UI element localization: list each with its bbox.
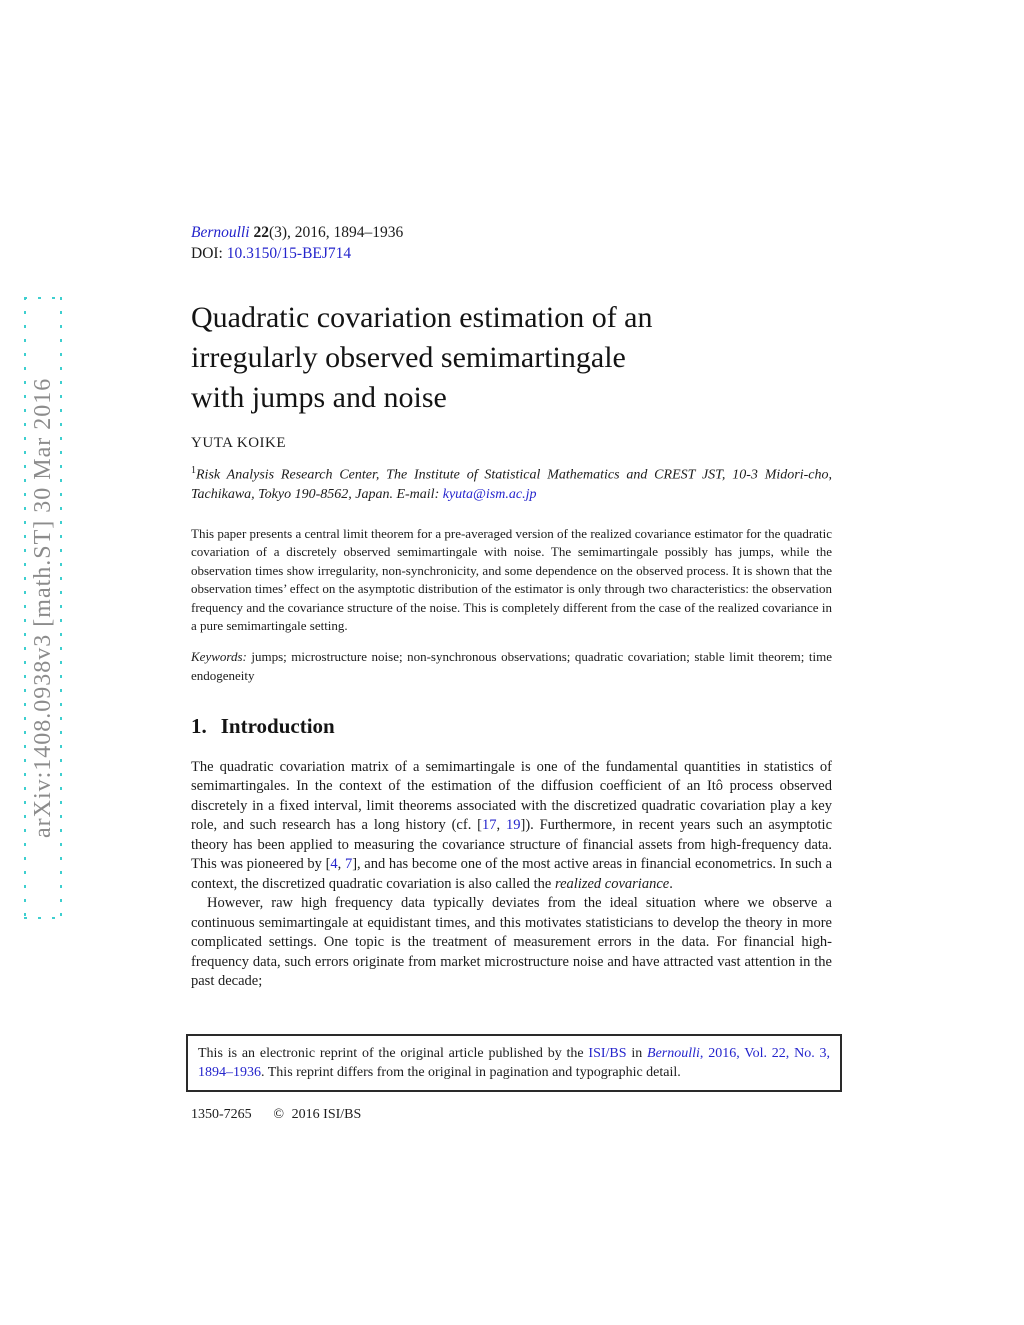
citation-link-19[interactable]: 19 <box>505 817 521 834</box>
paragraph-text: The quadratic covariation matrix of a semimartingale is one of the fundamental quantities in statistics of semimartingales. In the context of the estimation of the diffusion coefficient of an Itô process observed discretely in a fixed interval, limit theorems associated with the discretized quadratic covariation play a key role, and such research has a long history (cf. [ <box>191 758 832 834</box>
article-content <box>191 222 832 1124</box>
intro-paragraph-2: However, raw high frequency data typically deviates from the ideal situation where we observe a continuous semimartingale at equidistant times, and this motivates statisticians to develop the theory in more complicated settings. One topic is the treatment of measurement errors in the data. For financial high-frequency data, such errors originate from market microstructure noise and have attracted vast attention in the past decade; <box>191 895 832 990</box>
doi-line <box>191 243 832 264</box>
title-line-2: irregularly observed semimartingale <box>191 341 626 374</box>
footer-imprint <box>191 1106 832 1124</box>
section-heading-introduction <box>191 713 832 739</box>
keywords-text: jumps; microstructure noise; non-synchronous observations; quadratic covariation; stable limit theorem; time endogeneity <box>191 648 832 683</box>
affiliation-text: Risk Analysis Research Center, The Institute of Statistical Mathematics and CREST JST, 10-3 Midori-cho, Tachikawa, Tokyo 190-8562, Japan. E-mail: <box>191 467 832 502</box>
title-line-1: Quadratic covariation estimation of an <box>191 301 653 334</box>
arxiv-id-label: arXiv:1408.0938v3 [math.ST] 30 Mar 2016 <box>30 377 56 839</box>
issn: 1350-7265 <box>191 1106 252 1122</box>
volume-number: 22 <box>253 224 269 241</box>
author-name: YUTA KOIKE <box>191 435 287 451</box>
paragraph-text: , <box>337 856 345 873</box>
volume-issue-link[interactable]: 2016, Vol. 22, No. 3, 1894–1936 <box>198 1045 830 1080</box>
copyright-symbol: © <box>273 1106 284 1122</box>
affiliation-marker: 1 <box>191 465 196 476</box>
citation-link-4[interactable]: 4 <box>330 856 338 873</box>
paragraph-text: ]). Furthermore, in recent years such an asymptotic theory has been applied to measuring the covariance structure of financial assets from high-frequency data. This was pioneered by [ <box>191 817 833 873</box>
affiliation <box>191 461 832 504</box>
reprint-notice-box <box>186 1034 842 1092</box>
reprint-text: in <box>626 1045 648 1061</box>
reprint-text: . This reprint differs from the original in pagination and typographic detail. <box>261 1064 681 1080</box>
keywords <box>191 647 832 685</box>
section-title: Introduction <box>220 713 335 738</box>
reprint-text: This is an electronic reprint of the original article published by the <box>198 1045 589 1061</box>
paper-title <box>191 298 832 418</box>
paragraph-text: . <box>669 875 673 892</box>
journal-bernoulli-link[interactable]: Bernoulli <box>647 1045 700 1061</box>
journal-citation-line <box>191 222 832 243</box>
masthead <box>191 222 832 264</box>
email-link[interactable]: kyuta@ism.ac.jp <box>442 486 537 502</box>
abstract: This paper presents a central limit theorem for a pre-averaged version of the realized covariance estimator for the quadratic covariation of a discretely observed semimartingale with noise. The semimartingale possibly has jumps, while the observation times show irregularity, non-synchronicity, and some dependence on the observed process. It is shown that the observation times’ effect on the asymptotic distribution of the estimator is only through two characteristics: the observation frequency and the covariance structure of the noise. This is completely different from the case of the realized covariance in a pure semimartingale setting. <box>191 525 832 634</box>
section-number: 1. <box>191 713 207 738</box>
emphasis-realized-covariance: realized covariance <box>554 875 670 892</box>
intro-paragraph-1 <box>191 758 832 895</box>
paragraph-text: ], and has become one of the most active areas in financial econometrics. In such a context, the discretized quadratic covariation is also called the <box>191 856 832 892</box>
issue-pages: (3), 2016, 1894–1936 <box>268 224 404 241</box>
citation-link-17[interactable]: 17 <box>482 817 497 834</box>
isibs-link[interactable]: ISI/BS <box>588 1045 627 1061</box>
journal-name-link[interactable]: Bernoulli <box>191 224 254 241</box>
citation-link-7[interactable]: 7 <box>344 856 353 873</box>
keywords-label: Keywords: <box>191 648 247 664</box>
reprint-text: , <box>699 1045 709 1061</box>
paragraph-text: , <box>496 817 506 834</box>
title-line-3: with jumps and noise <box>191 381 447 414</box>
arxiv-watermark <box>24 297 62 919</box>
doi-link[interactable]: 10.3150/15-BEJ714 <box>226 245 352 262</box>
year-publisher: 2016 ISI/BS <box>291 1106 362 1122</box>
doi-label: DOI: <box>191 245 227 262</box>
